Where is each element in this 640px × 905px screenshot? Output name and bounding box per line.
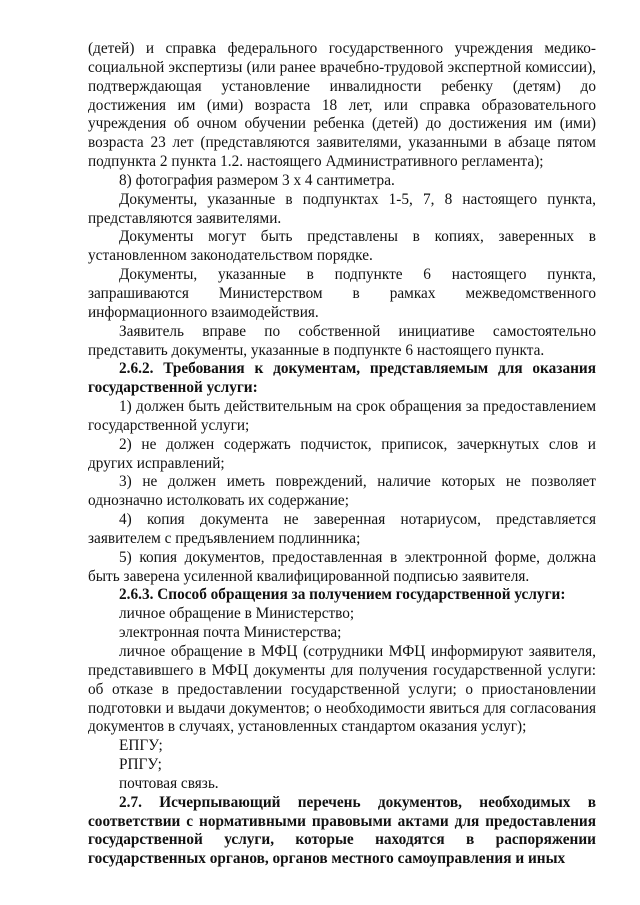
paragraph-interagency-request: Документы, указанные в подпункте 6 настоящего пункта, запрашиваются Министерством в рамках межведомственного информационного взаимодействия. [88, 266, 596, 321]
section-heading-2-6-2: 2.6.2. Требования к документам, представляемым для оказания государственной услуги: [88, 360, 596, 397]
requirement-2: 2) не должен содержать подчисток, приписок, зачеркнутых слов и других исправлений; [88, 435, 596, 472]
requirement-4: 4) копия документа не заверенная нотариусом, представляется заявителем с предъявлением подлинника; [88, 511, 596, 547]
requirement-1: 1) должен быть действительным на срок обращения за предоставлением государственной услуги; [88, 398, 596, 434]
paragraph-copies: Документы могут быть представлены в копиях, заверенных в установленном законодательством порядке. [88, 228, 596, 265]
paragraph-item-8-photo: 8) фотография размером 3 х 4 сантиметра. [119, 171, 395, 189]
requirement-3: 3) не должен иметь повреждений, наличие которых не позволяет однозначно истолковать их содержание; [88, 473, 596, 510]
method-epgu: ЕПГУ; [119, 737, 163, 755]
method-post: почтовая связь. [119, 774, 219, 792]
method-email: электронная почта Министерства; [119, 624, 342, 642]
method-mfc: личное обращение в МФЦ (сотрудники МФЦ информируют заявителя, представившего в МФЦ документы для получения государственной услуги: об отказе в предоставлении государственной услуги; о приостановлении подготовки и выдачи документов; о необходимости явиться для согласования документов в случаях, установленных стандартом оказания услуг); [88, 643, 596, 736]
method-rpgu: РПГУ; [119, 756, 162, 774]
section-heading-2-7: 2.7. Исчерпывающий перечень документов, необходимых в соответствии с нормативными правовыми актами для предоставления государственной услуги, которые находятся в распоряжении государственных органов, органов местного самоуправления и иных [88, 793, 596, 868]
method-ministry-in-person: личное обращение в Министерство; [119, 605, 355, 623]
paragraph-applicant-initiative: Заявитель вправе по собственной инициативе самостоятельно представить документы, указанные в подпункте 6 настоящего пункта. [88, 322, 596, 359]
section-heading-2-6-3: 2.6.3. Способ обращения за получением государственной услуги: [119, 586, 566, 604]
paragraph-submitted-by-applicants: Документы, указанные в подпунктах 1-5, 7, 8 настоящего пункта, представляются заявителями. [88, 190, 596, 227]
document-page [88, 40, 596, 869]
paragraph-certificate-list: (детей) и справка федерального государственного учреждения медико-социальной экспертизы (или ранее врачебно-трудовой экспертной комиссии), подтверждающая установление инвалидности ребенку (детям) до достижения им (ими) возраста 18 лет, или справка образовательного учреждения об очном обучении ребенка (детей) до достижения им (ими) возраста 23 лет (представляются заявителями, указанными в абзаце пятом подпункта 2 пункта 1.2. настоящего Административного регламента); [88, 40, 596, 171]
requirement-5: 5) копия документов, предоставленная в электронной форме, должна быть заверена усиленной квалифицированной подписью заявителя. [88, 548, 596, 585]
